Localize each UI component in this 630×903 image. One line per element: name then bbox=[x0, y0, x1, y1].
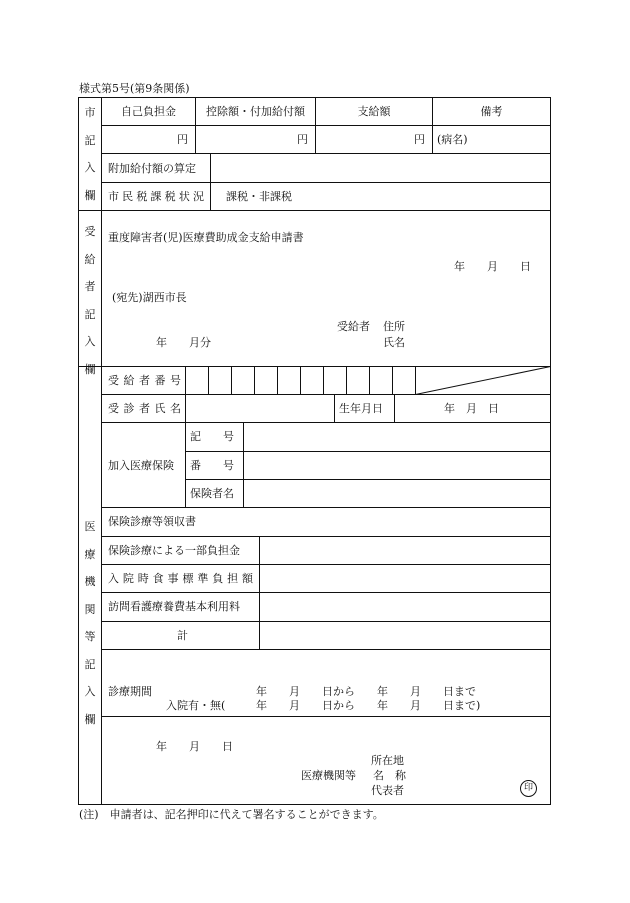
total-label: 計 bbox=[177, 629, 188, 642]
facility-location-label: 所在地 bbox=[371, 754, 404, 767]
period-label: 診療期間 bbox=[108, 685, 152, 698]
partial-burden-label: 保険診療による一部負担金 bbox=[108, 544, 240, 557]
insurance-number-label: 番 号 bbox=[190, 459, 234, 472]
unit-yen-2: 円 bbox=[297, 133, 308, 146]
application-title: 重度障害者(児)医療費助成金支給申請書 bbox=[108, 231, 304, 244]
recipient-number-label: 受給者番号 bbox=[108, 374, 181, 387]
recipient-name-label: 氏名 bbox=[383, 336, 405, 349]
receipt-label: 保険診療等領収書 bbox=[108, 515, 196, 528]
birth-date-value: 年 月 日 bbox=[444, 402, 499, 415]
tax-status-value: 課税・非課税 bbox=[226, 190, 292, 203]
recipient-section-label: 受給者記入欄 bbox=[84, 225, 96, 376]
application-date: 年 月 日 bbox=[454, 260, 531, 273]
meal-cost-label: 入院時食事標準負担額 bbox=[108, 572, 253, 585]
city-section-label: 市記入欄 bbox=[84, 106, 96, 202]
birth-date-label: 生年月日 bbox=[339, 402, 383, 415]
application-month: 年 月分 bbox=[156, 336, 211, 349]
unit-yen-3: 円 bbox=[414, 133, 425, 146]
nursing-fee-label: 訪問看護療養費基本利用料 bbox=[108, 600, 240, 613]
medical-date: 年 月 日 bbox=[156, 740, 233, 753]
seal-mark: 印 bbox=[520, 780, 537, 797]
period-line-1: 年 月 日から 年 月 日まで bbox=[256, 685, 476, 698]
patient-name-label: 受診者氏名 bbox=[108, 402, 181, 415]
medical-section-label: 医療機関等記入欄 bbox=[84, 520, 96, 726]
recipient-address-label: 住所 bbox=[383, 320, 405, 333]
col-remarks: 備考 bbox=[480, 105, 503, 118]
additional-benefit-calc: 附加給付額の算定 bbox=[108, 162, 196, 175]
col-payment: 支給額 bbox=[357, 105, 391, 118]
facility-label: 医療機関等 bbox=[301, 769, 356, 782]
facility-name-label: 名 称 bbox=[373, 769, 406, 782]
col-self-burden: 自己負担金 bbox=[121, 105, 176, 118]
disease-name: (病名) bbox=[437, 133, 468, 146]
insurance-symbol-label: 記 号 bbox=[190, 430, 234, 443]
recipient-label: 受給者 bbox=[337, 320, 370, 333]
period-line-2: 年 月 日から 年 月 日まで) bbox=[256, 699, 481, 712]
form-number: 様式第5号(第9条関係) bbox=[79, 82, 190, 95]
addressee: (宛先)湖西市長 bbox=[112, 291, 187, 304]
insurance-label: 加入医療保険 bbox=[108, 459, 174, 472]
insurer-name-label: 保険者名 bbox=[190, 487, 234, 500]
unit-yen-1: 円 bbox=[177, 133, 188, 146]
footnote: (注) 申請者は、記名押印に代えて署名することができます。 bbox=[79, 808, 384, 821]
col-deduction: 控除額・付加給付額 bbox=[206, 105, 305, 118]
hospitalization-label: 入院有・無( bbox=[166, 699, 226, 712]
tax-status-label: 市民税課税状況 bbox=[108, 190, 204, 203]
representative-label: 代表者 bbox=[371, 784, 404, 797]
